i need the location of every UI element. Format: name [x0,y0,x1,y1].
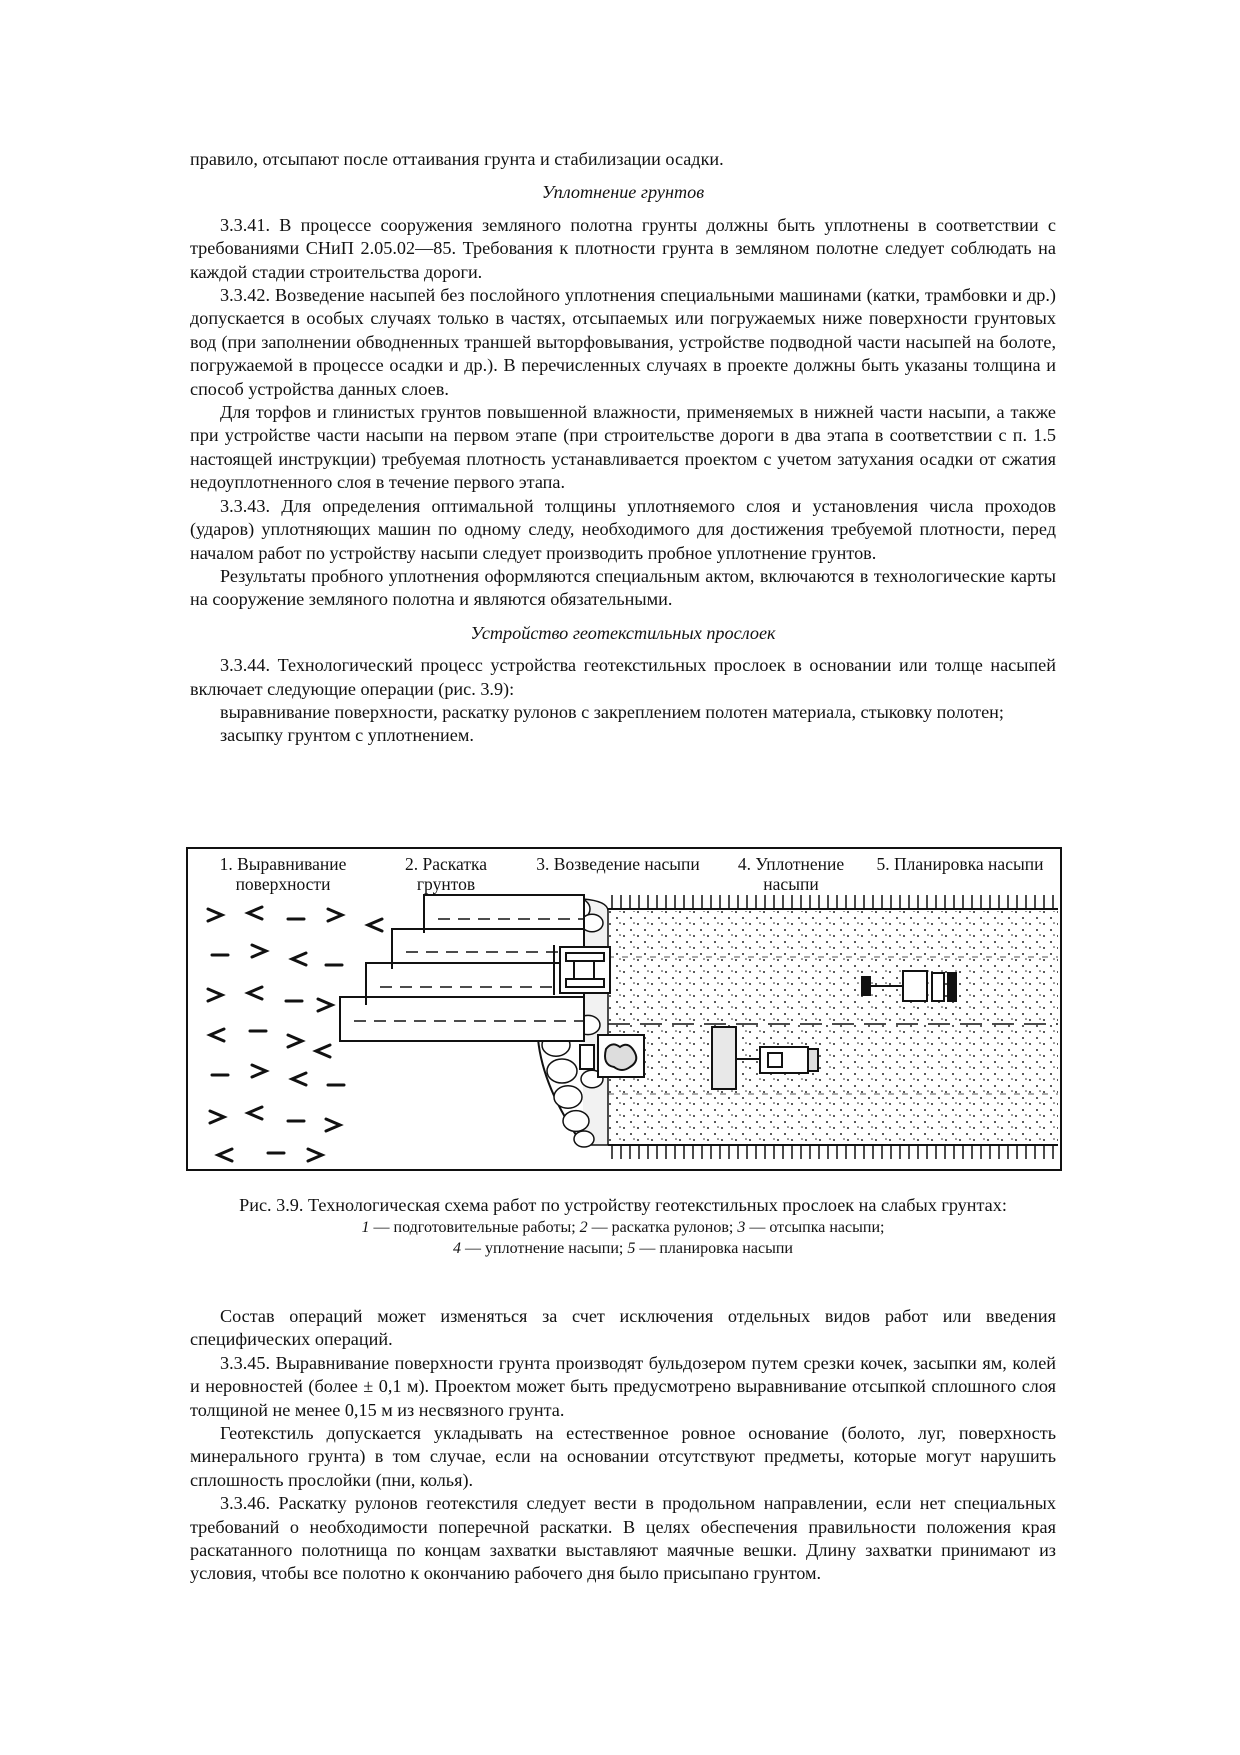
paragraph: 3.3.45. Выравнивание поверхности грунта производят бульдозером путем срезки кочек, засыпки ям, колей и неровностей (более ± 0,1 м). Проектом может быть предусмотрено выравнивание отсыпкой сплошного слоя толщиной не менее 0,15 м из несвязного грунта. [190,1352,1056,1420]
figure-label-4: 4. Уплотнение насыпи [737,854,845,894]
figure-label-1: 1. Выравнивание поверхности [219,854,347,894]
section-heading-geotextile: Устройство геотекстильных прослоек [470,622,776,643]
caption-title: Рис. 3.9. Технологическая схема работ по устройству геотекстильных прослоек на слабых грунтах: [239,1195,1007,1215]
paragraph: Результаты пробного уплотнения оформляются специальным актом, включаются в технологические карты на сооружение земляного полотна и являются обязательными. [190,565,1056,610]
bulldozer-icon [554,945,610,995]
paragraph: засыпку грунтом с уплотнением. [220,725,474,746]
paragraph: 3.3.42. Возведение насыпей без послойного уплотнения специальными машинами (катки, трамбовки и др.) допускается в особых случаях только в частях, отсыпаемых или погружаемых ниже поверхности грунтовых вод (при заполнении обводненных траншей выторфовывания, устройстве подводной части насыпей на болоте, погружаемой в процессе осадки и др.). В перечисленных случаях в проекте должны быть указаны толщина и способ устройства данных слоев. [190,285,1056,399]
figure-label-2: 2. Раскатка грунтов [405,854,487,894]
paragraph: Для торфов и глинистых грунтов повышенной влажности, применяемых в нижней части насыпи, а также при устройстве части насыпи на первом этапе (при строительстве дороги в два этапа в соответствии с п. 1.5 настоящей инструкции) требуемая плотность устанавливается проектом с учетом затухания осадки от сжатия недоуплотненного слоя в течение первого этапа. [190,402,1056,493]
caption-legend-line-1: 1 — подготовительные работы; 2 — раскатка рулонов; 3 — отсыпка насыпи; [361,1219,885,1236]
scheme-drawing [188,849,1060,1169]
paragraph: выравнивание поверхности, раскатку рулонов с закреплением полотен материала, стыковку полотен; [220,701,1004,722]
section-heading-compaction: Уплотнение грунтов [541,182,705,203]
text-block-top [190,148,1056,748]
paragraph: 3.3.44. Технологический процесс устройства геотекстильных прослоек в основании или толще насыпей включает следующие операции (рис. 3.9): [190,655,1056,699]
caption-legend-line-2: 4 — уплотнение насыпи; 5 — планировка насыпи [453,1240,793,1257]
paragraph: правило, отсыпают после оттаивания грунта и стабилизации осадки. [190,149,724,169]
paragraph: 3.3.43. Для определения оптимальной толщины уплотняемого слоя и установления числа проходов (ударов) уплотняющих машин по одному следу, необходимого для достижения требуемой плотности, перед началом работ по устройству насыпи следует производить пробное уплотнение грунтов. [190,495,1056,563]
paragraph: Состав операций может изменяться за счет исключения отдельных видов работ или введения специфических операций. [190,1306,1056,1350]
paragraph: 3.3.46. Раскатку рулонов геотекстиля следует вести в продольном направлении, если нет специальных требований о необходимости поперечной раскатки. В целях обеспечения правильности положения края раскатанного полотнища по концам захватки выставляют маячные вешки. Длину захватки принимают из условия, чтобы все полотно к окончанию рабочего дня было присыпано грунтом. [190,1493,1056,1584]
text-block-bottom [190,1305,1056,1586]
figure-label-3: 3. Возведение насыпи [536,854,700,874]
figure-caption [190,1194,1056,1259]
paragraph: 3.3.41. В процессе сооружения земляного полотна грунты должны быть уплотнены в соответствии с требованиями СНиП 2.05.02—85. Требования к плотности грунта в земляном полотне следует соблюдать на каждой стадии строительства дороги. [190,214,1056,282]
figure-label-5: 5. Планировка насыпи [876,854,1044,874]
geotextile-rolls [340,895,584,1041]
paragraph: Геотекстиль допускается укладывать на естественное ровное основание (болото, луг, поверхность минерального грунта) в том случае, если на основании отсутствуют предметы, которые могут нарушить сплошность прослойки (пни, колья). [190,1423,1056,1490]
technology-scheme-figure [186,847,1062,1171]
embankment-fill [608,911,1058,1143]
